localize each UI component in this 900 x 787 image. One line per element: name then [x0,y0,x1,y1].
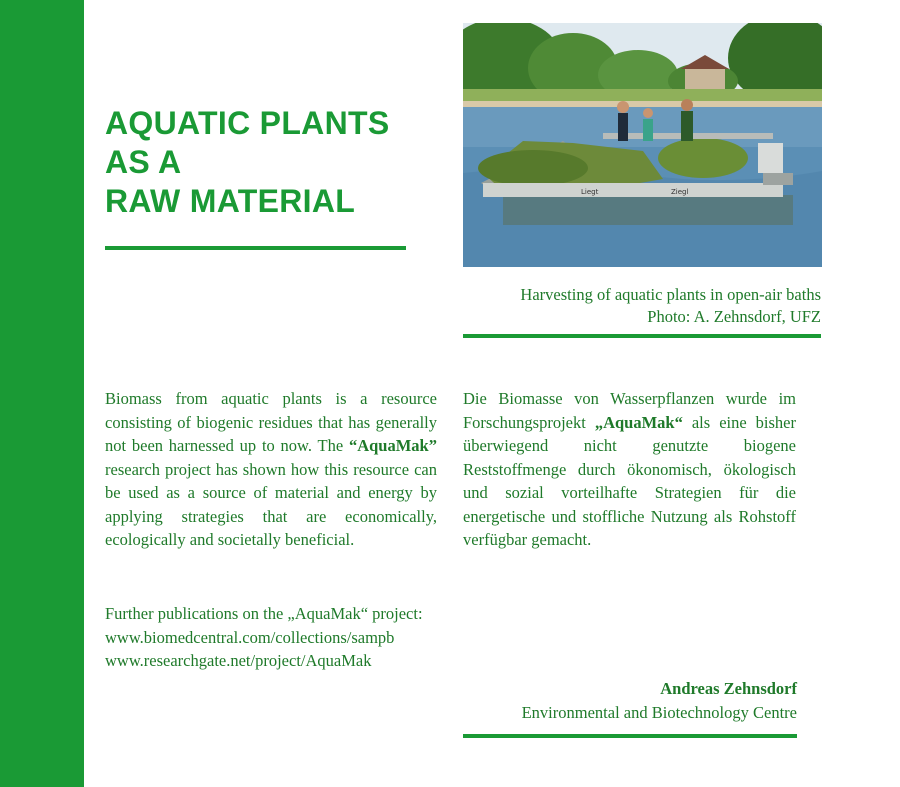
photo-credit: Photo: A. Zehnsdorf, UFZ [647,307,821,326]
title-line: RAW MATERIAL [105,183,356,219]
german-text-start: Die Biomasse von Wasserpflanzen wurde im Forschungsprojekt [463,389,796,432]
boat-label-right: Ziegl [671,188,689,196]
publications-intro: Further publications on the „AquaMak“ project: [105,604,423,623]
german-text-end: als eine bisher überwiegend nicht genutzte biogene Reststoffmenge durch ökonomisch, ökologisch und sozial vorteilhafte Strategien für die energetische und stoffliche Nutzung als Rohstoff verfügbar gemacht. [463,412,796,549]
german-paragraph [463,387,796,552]
english-paragraph [105,387,437,552]
publications-block [105,602,437,673]
title-underline [105,246,406,250]
green-sidebar-bar [0,0,84,787]
author-block [430,677,797,725]
project-name-bold: „AquaMak“ [594,412,683,432]
page-title [105,104,425,221]
author-name: Andreas Zehnsdorf [660,679,797,698]
caption-underline [463,334,821,338]
title-line: AS A [105,144,182,180]
project-name-bold: “AquaMak” [348,436,437,455]
title-line: AQUATIC PLANTS [105,105,390,141]
photo-caption [430,284,821,328]
author-underline [463,734,797,738]
publication-link[interactable]: www.researchgate.net/project/AquaMak [105,651,372,670]
english-text-start: Biomass from aquatic plants is a resource consisting of biogenic residues that has generally not been harnessed up to now. The [105,389,437,455]
english-text-end: research project has shown how this resource can be used as a source of material and energy by applying strategies that are economically, ecologically and societally beneficial. [105,459,437,549]
publication-link[interactable]: www.biomedcentral.com/collections/sampb [105,627,395,647]
caption-line: Harvesting of aquatic plants in open-air baths [520,285,821,304]
author-affiliation: Environmental and Biotechnology Centre [521,703,797,722]
boat-label-left: Liegt [581,188,599,196]
harvesting-photo [463,23,822,267]
